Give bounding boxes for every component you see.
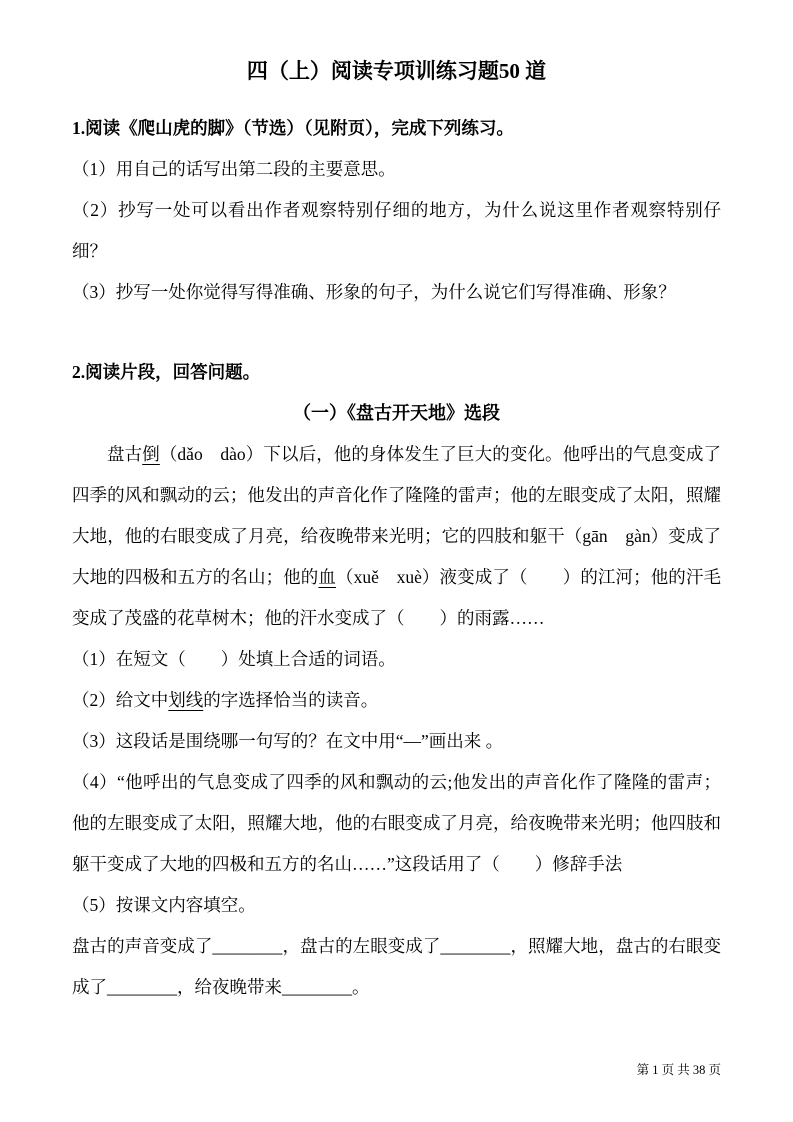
underlined-char-dao: 倒 <box>142 444 160 464</box>
underlined-char-xue: 血 <box>318 567 336 587</box>
question-part: （2）给文中 <box>72 690 169 710</box>
section2-heading: 2.阅读片段，回答问题。 <box>72 362 261 382</box>
section2-question-3: （3）这段话是围绕哪一句写的？在文中用“—”画出来 。 <box>72 731 504 751</box>
passage-part: 盘古 <box>107 444 143 464</box>
section1-question-3: （3）抄写一处你觉得写得准确、形象的句子，为什么说它们写得准确、形象？ <box>72 282 676 302</box>
underlined-word-huaxian: 划线 <box>168 690 204 710</box>
page-title: 四（上）阅读专项训练习题50 道 <box>246 59 547 83</box>
section1-question-2: （2）抄写一处可以看出作者观察特别仔细的地方，为什么说这里作者观察特别仔细？ <box>72 200 721 261</box>
fill-in-blanks: 盘古的声音变成了________，盘古的左眼变成了________，照耀大地，盘古的右眼变成了________，给夜晚带来________。 <box>72 936 721 997</box>
section2-question-4: （4）“他呼出的气息变成了四季的风和飘动的云;他发出的声音化作了隆隆的雷声；他的左眼变成了太阳，照耀大地，他的右眼变成了月亮，给夜晚带来光明；他四肢和躯干变成了大地的四极和五方的名山……”这段话用了（ ）修辞手法 <box>72 772 721 874</box>
section1-heading: 1.阅读《爬山虎的脚》（节选）（见附页），完成下列练习。 <box>72 118 514 138</box>
passage-title: （一）《盘古开天地》选段 <box>293 403 500 423</box>
question-part: 的字选择恰当的读音。 <box>203 690 379 710</box>
section1-question-1: （1）用自己的话写出第二段的主要意思。 <box>72 159 396 179</box>
section2-question-5: （5）按课文内容填空。 <box>72 895 256 915</box>
page-number: 第 1 页 共 38 页 <box>636 1063 721 1077</box>
section2-question-2 <box>72 680 721 721</box>
passage-text <box>72 434 721 639</box>
passage-part: （dǎo dào）下以后，他的身体发生了巨大的变化。他呼出的气息变成了四季的风和飘动的云；他发出的声音化作了隆隆的雷声；他的左眼变成了太阳，照耀大地，他的右眼变成了月亮，给夜晚带来光明；它的四肢和躯干（gān gàn）变成了大地的四极和五方的名山；他的 <box>72 444 721 587</box>
section2-question-1: （1）在短文（ ）处填上合适的词语。 <box>72 649 396 669</box>
passage-part: （xuě xuè）液变成了（ ）的江河；他的汗毛变成了茂盛的花草树木；他的汗水变成了（ ）的雨露…… <box>72 567 722 628</box>
